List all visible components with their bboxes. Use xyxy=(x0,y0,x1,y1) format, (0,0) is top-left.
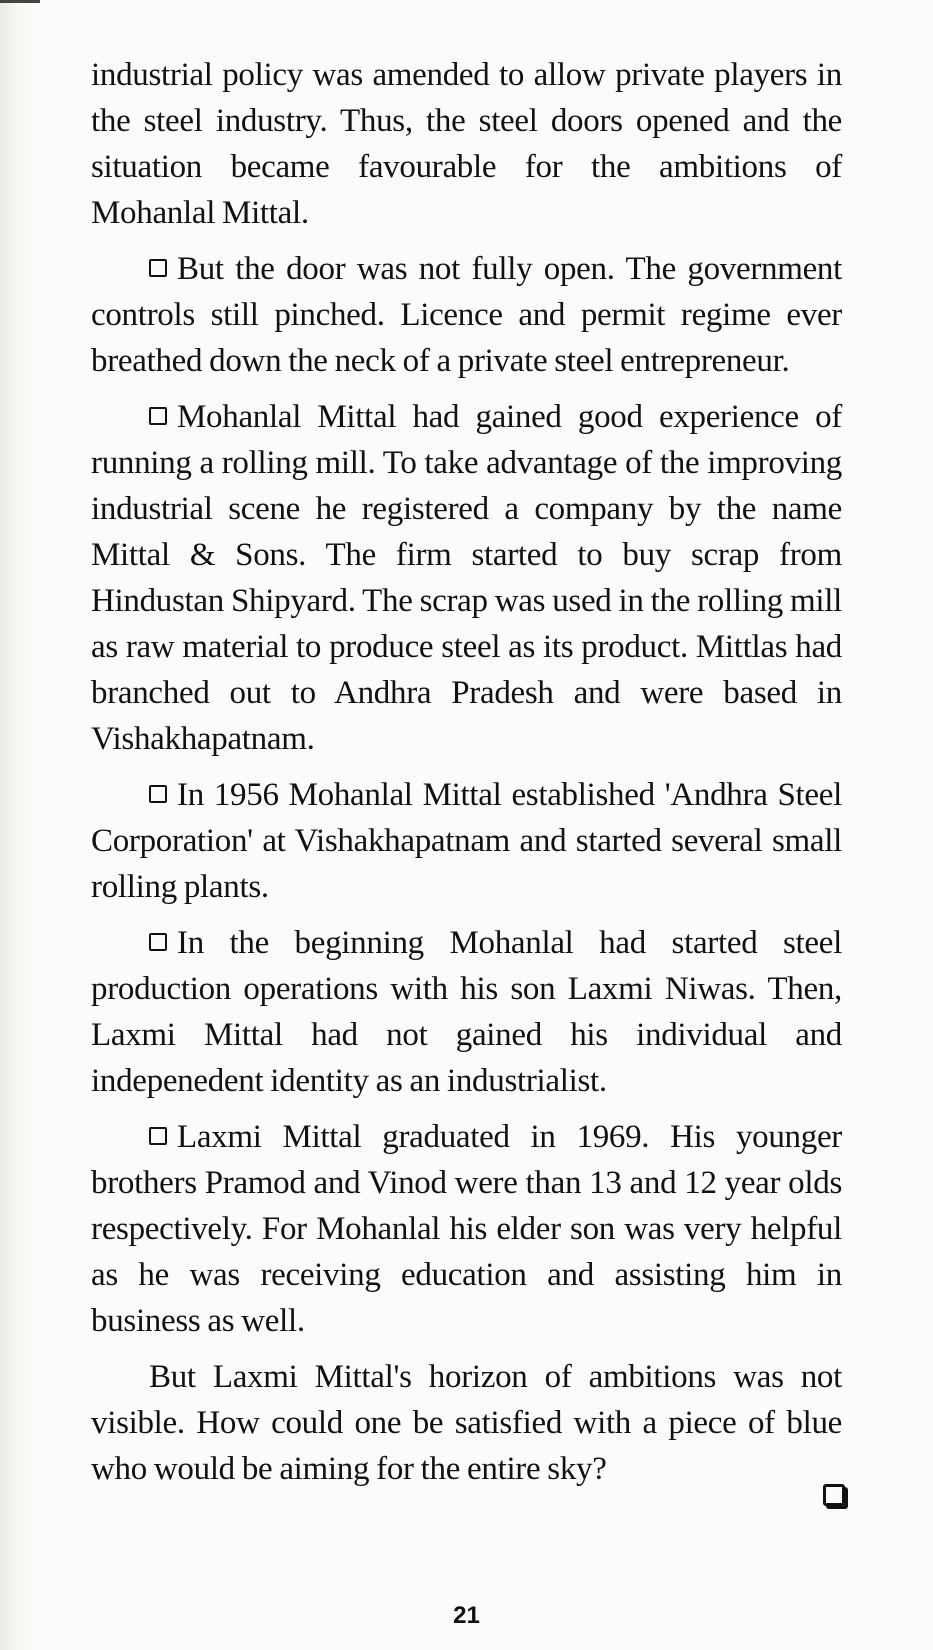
square-bullet-icon xyxy=(149,785,167,803)
square-bullet-icon xyxy=(149,259,167,277)
paragraph-bullet xyxy=(91,1114,842,1344)
paragraph-continued: industrial policy was amended to allow private players in the steel industry. Thus, the steel doors opened and the situation became favourable for the ambitions of Mohanlal Mittal. xyxy=(91,57,842,231)
paragraph-text: Laxmi Mittal graduated in 1969. His younger brothers Pramod and Vinod were than 13 and 12 year olds respectively. For Mohanlal his elder son was very helpful as he was receiving education and assisting him in business as well. xyxy=(91,1119,842,1339)
paragraph-bullet xyxy=(91,394,842,762)
paragraph-bullet xyxy=(91,920,842,1104)
square-bullet-icon xyxy=(149,1127,167,1145)
body-text xyxy=(91,52,842,1502)
paragraph-closing: But Laxmi Mittal's horizon of ambitions was not visible. How could one be satisfied with a piece of blue who would be aiming for the entire sky? xyxy=(91,1359,842,1487)
paragraph-bullet xyxy=(91,772,842,910)
paragraph-text: In the beginning Mohanlal had started steel production operations with his son Laxmi Niwas. Then, Laxmi Mittal had not gained his individual and indepenedent identity as an industrialist. xyxy=(91,925,842,1099)
square-bullet-icon xyxy=(149,407,167,425)
paragraph-text: Mohanlal Mittal had gained good experience of running a rolling mill. To take advantage of the improving industrial scene he registered a company by the name Mittal & Sons. The firm started to buy scrap from Hindustan Shipyard. The scrap was used in the rolling mill as raw material to produce steel as its product. Mittlas had branched out to Andhra Pradesh and were based in Vishakhapatnam. xyxy=(91,399,842,757)
page-corner-mark xyxy=(0,0,40,3)
paragraph-text: In 1956 Mohanlal Mittal established 'Andhra Steel Corporation' at Vishakhapatnam and started several small rolling plants. xyxy=(91,777,842,905)
paragraph-text: But the door was not fully open. The government controls still pinched. Licence and permit regime ever breathed down the neck of a private steel entrepreneur. xyxy=(91,251,842,379)
section-end-icon xyxy=(823,1484,845,1506)
square-bullet-icon xyxy=(149,933,167,951)
page-number: 21 xyxy=(453,1602,480,1629)
paragraph-bullet xyxy=(91,246,842,384)
